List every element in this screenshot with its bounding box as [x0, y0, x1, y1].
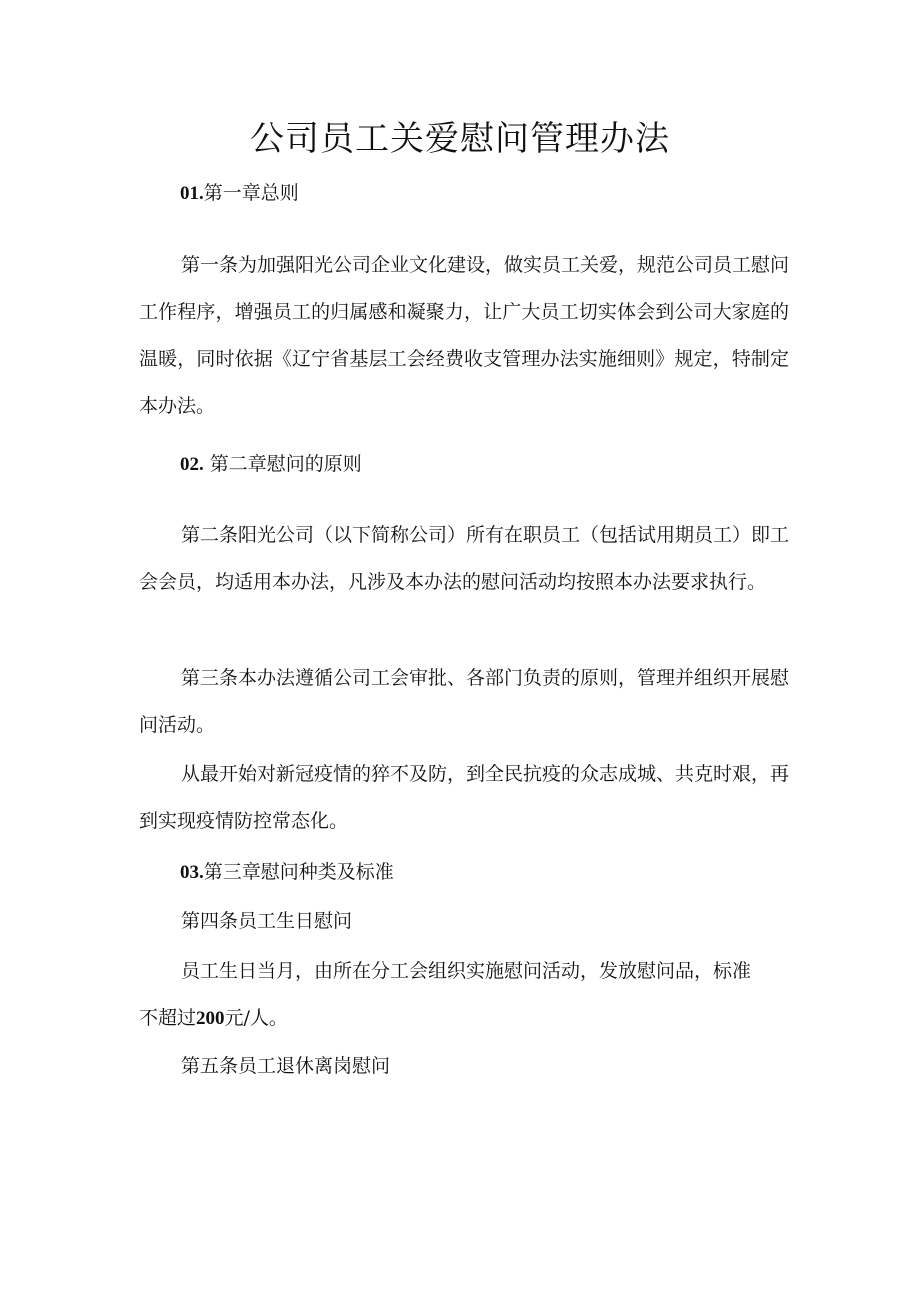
article-4-text-line-1: 员工生日当月，由所在分工会组织实施慰问活动，发放慰问品，标准 — [181, 960, 752, 982]
article-3-paragraph: 第三条本办法遵循公司工会审批、各部门负责的原则，管理并组织开展慰问活动。 — [139, 667, 790, 736]
article-4-text-line-2 — [139, 1004, 288, 1033]
article-1-paragraph: 第一条为加强阳光公司企业文化建设，做实员工关爱，规范公司员工慰问工作程序，增强员工的归属感和凝聚力，让广大员工切实体会到公司大家庭的温暖，同时依据《辽宁省基层工会经费收支管理办法实施细则》规定，特制定本办法。 — [139, 254, 790, 417]
article-4-text-prefix: 不超过 — [139, 1007, 197, 1029]
chapter-1-heading — [180, 179, 299, 208]
epidemic-paragraph: 从最开始对新冠疫情的猝不及防，到全民抗疫的众志成城、共克时艰，再到实现疫情防控常态化。 — [139, 763, 790, 832]
chapter-1-number: 01. — [180, 183, 204, 204]
chapter-2-number: 02. — [180, 454, 204, 475]
article-4-text-suffix: 元/人。 — [224, 1007, 288, 1029]
chapter-3-heading — [180, 858, 394, 887]
chapter-2-title: 第二章慰问的原则 — [203, 453, 362, 475]
chapter-3-number: 03. — [180, 862, 204, 883]
article-4-amount: 200 — [196, 1008, 225, 1029]
chapter-3-title: 第三章慰问种类及标准 — [203, 861, 394, 883]
chapter-2-heading — [180, 450, 362, 479]
article-2-paragraph: 第二条阳光公司（以下简称公司）所有在职员工（包括试用期员工）即工会会员，均适用本办法，凡涉及本办法的慰问活动均按照本办法要求执行。 — [139, 524, 790, 593]
chapter-1-title: 第一章总则 — [203, 182, 299, 204]
article-4-heading: 第四条员工生日慰问 — [181, 910, 353, 932]
article-5-heading: 第五条员工退休离岗慰问 — [181, 1055, 391, 1077]
document-title: 公司员工关爱慰问管理办法 — [250, 119, 670, 159]
